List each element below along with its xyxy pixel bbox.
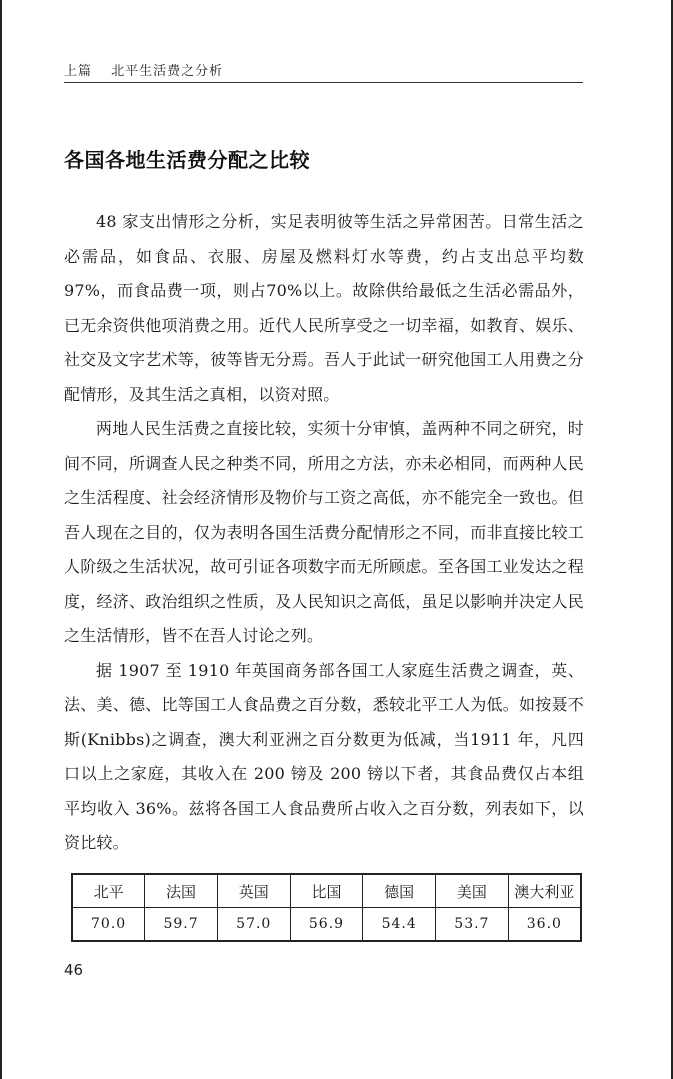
paragraph-1: 48 家支出情形之分析，实足表明彼等生活之异常困苦。日常生活之必需品，如食品、衣服、房屋及燃料灯水等费，约占支出总平均数97%，而食品费一项，则占70%以上。故除供给最低之生活必需品外，已无余资供他项消费之用。近代人民所享受之一切幸福，如教育、娱乐、社交及文字艺术等，彼等皆无分焉。吾人于此试一研究他国工人用费之分配情形，及其生活之真相，以资对照。: [64, 212, 584, 404]
table-value-cell: 70.0: [72, 908, 145, 942]
running-head-part: 上篇: [64, 64, 93, 79]
section-title: 各国各地生活费分配之比较: [64, 148, 310, 172]
table-value-cell: 54.4: [363, 908, 436, 942]
table-header-cell: 美国: [436, 874, 509, 908]
table-header-cell: 澳大利亚: [508, 874, 581, 908]
header-rule: [64, 82, 583, 83]
table-value-cell: 36.0: [508, 908, 581, 942]
table-value-cell: 56.9: [290, 908, 363, 942]
running-head-title: 北平生活费之分析: [111, 64, 224, 79]
paragraph-2: 两地人民生活费之直接比较，实须十分审慎，盖两种不同之研究，时间不同，所调查人民之种类不同，所用之方法，亦未必相同，而两种人民之生活程度、社会经济情形及物价与工资之高低，亦不能完全一致也。但吾人现在之目的，仅为表明各国生活费分配情形之不同，而非直接比较工人阶级之生活状况，故可引证各项数字而无所顾虑。至各国工业发达之程度，经济、政治组织之性质，及人民知识之高低，虽足以影响并决定人民之生活情形，皆不在吾人讨论之列。: [64, 419, 584, 645]
table-header-cell: 北平: [72, 874, 145, 908]
page-edge-left: [0, 0, 2, 1079]
running-head: [64, 60, 584, 79]
table-header-cell: 德国: [363, 874, 436, 908]
table-header-row: [72, 874, 581, 908]
table-header-cell: 比国: [290, 874, 363, 908]
paragraph-3: 据 1907 至 1910 年英国商务部各国工人家庭生活费之调查，英、法、美、德、比等国工人食品费之百分数，悉较北平工人为低。如按聂不斯(Knibbs)之调查，澳大利亚洲之百分数更为低减，当1911 年，凡四口以上之家庭，其收入在 200 镑及 200 镑以下者，其食品费仅占本组平均收入 36%。兹将各国工人食品费所占收入之百分数，列表如下，以资比较。: [64, 660, 584, 852]
table-value-cell: 53.7: [436, 908, 509, 942]
page-number: 46: [64, 961, 84, 979]
food-expense-table: [71, 873, 582, 942]
table-header-cell: 法国: [145, 874, 218, 908]
table-value-cell: 57.0: [217, 908, 290, 942]
body-text: [64, 205, 584, 861]
table-value-row: [72, 908, 581, 942]
table-header-cell: 英国: [217, 874, 290, 908]
table-value-cell: 59.7: [145, 908, 218, 942]
